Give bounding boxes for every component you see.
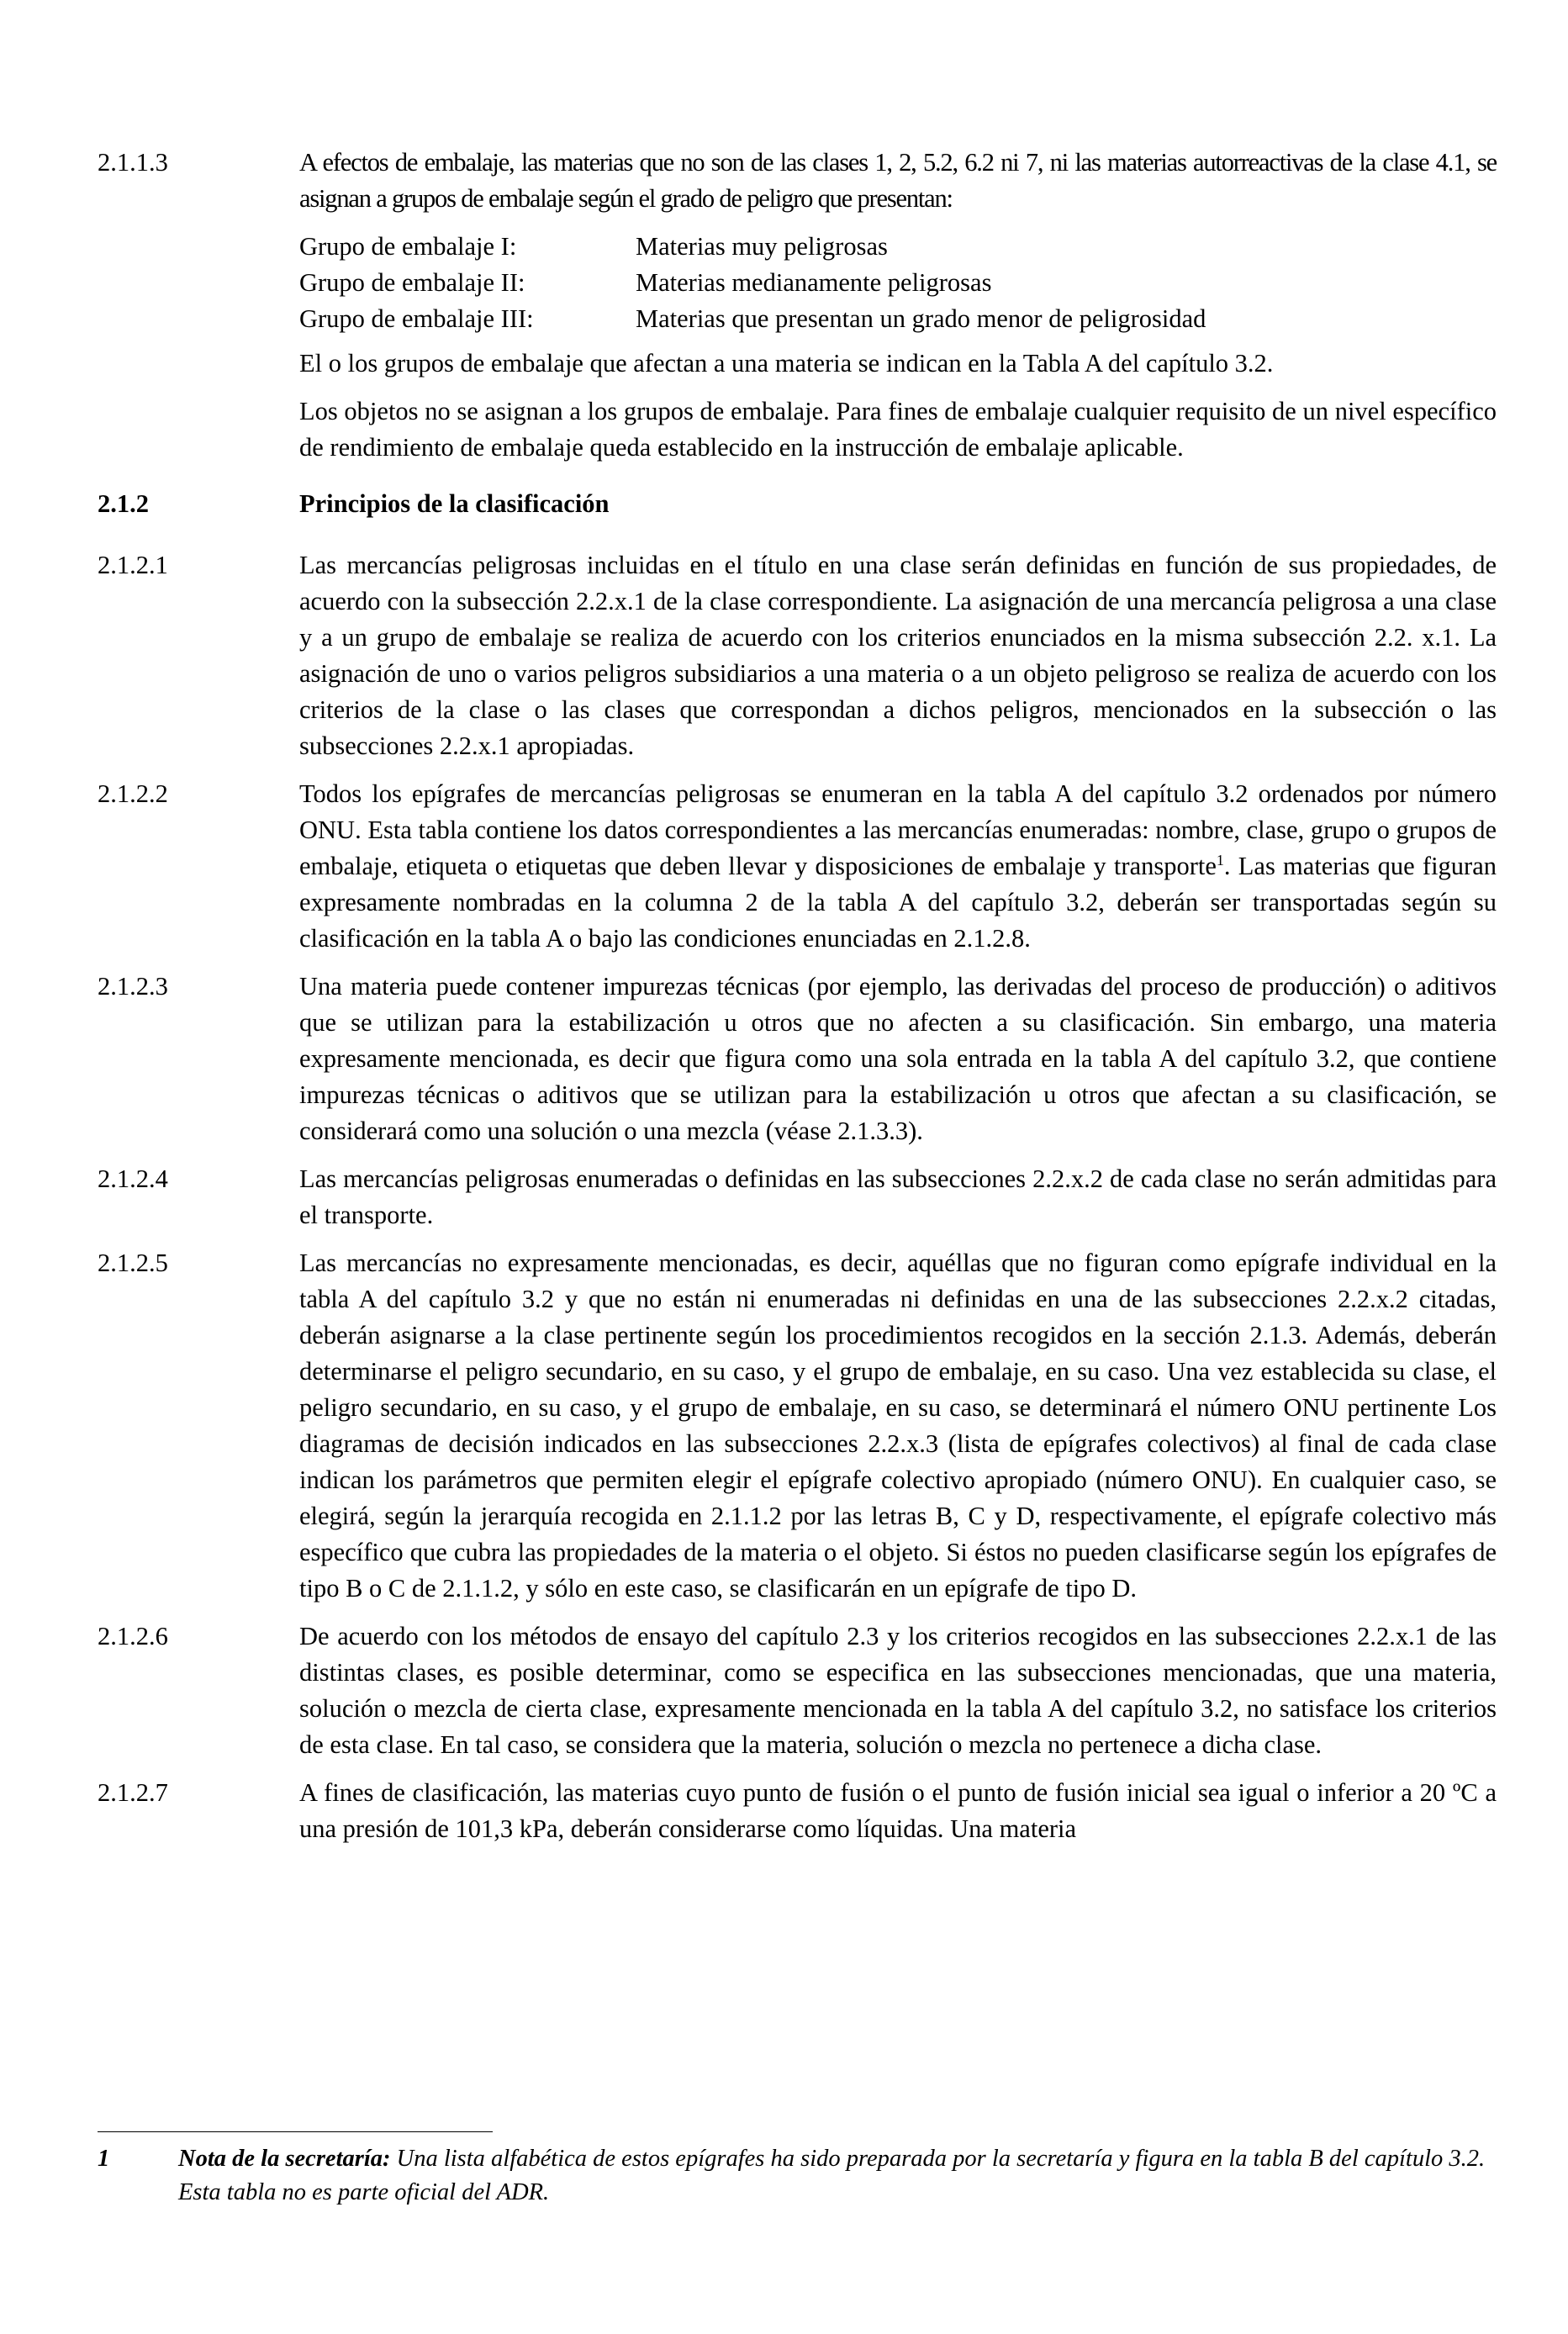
packing-group-label: Grupo de embalaje III: <box>299 304 534 333</box>
packing-group-row <box>299 265 1497 301</box>
packing-group-row <box>299 229 1497 265</box>
section-2-1-2-5 <box>98 1245 1497 1607</box>
footnote-body: Una lista alfabética de estos epígrafes ha sido preparada por la secretaría y figura en la tabla B del capítulo 3.2. Esta tabla no es parte oficial del ADR. <box>178 2146 1486 2205</box>
footnote-mark: 1 <box>98 2146 110 2172</box>
section-body: Las mercancías no expresamente mencionadas, es decir, aquéllas que no figuran como epígrafe individual en la tabla A del capítulo 3.2 y que no están ni enumeradas ni definidas en una de las subsecciones 2.2.x.2 citadas, deberán asignarse a la clase pertinente según los procedimientos recogidos en la sección 2.1.3. Además, deberán determinarse el peligro secundario, en su caso, y el grupo de embalaje, en su caso. Una vez establecida su clase, el peligro secundario, en su caso, y el grupo de embalaje, en su caso, se determinará el número ONU pertinente Los diagramas de decisión indicados en las subsecciones 2.2.x.3 (lista de epígrafes colectivos) al final de cada clase indican los parámetros que permiten elegir el epígrafe colectivo apropiado (número ONU). En cualquier caso, se elegirá, según la jerarquía recogida en 2.1.1.2 por las letras B, C y D, respectivamente, el epígrafe colectivo más específico que cubra las propiedades de la materia o el objeto. Si éstos no pueden clasificarse según los epígrafes de tipo B o C de 2.1.1.2, y sólo en este caso, se clasificarán en un epígrafe de tipo D. <box>299 1249 1497 1603</box>
section-2-1-2-2 <box>98 776 1497 957</box>
section-2-1-2-7 <box>98 1775 1497 1847</box>
section-number: 2.1.2.6 <box>98 1622 168 1650</box>
section-body <box>299 776 1497 957</box>
section-number: 2.1.1.3 <box>98 148 168 177</box>
section-body: Las mercancías peligrosas incluidas en el título en una clase serán definidas en función de sus propiedades, de acuerdo con la subsección 2.2.x.1 de la clase correspondiente. La asignación de una mercancía peligrosa a una clase y a un grupo de embalaje se realiza de acuerdo con los criterios enunciados en la misma subsección 2.2. x.1. La asignación de uno o varios peligros subsidiarios a una materia o a un objeto peligroso se realiza de acuerdo con los criterios de la clase o las clases que correspondan a dichos peligros, mencionados en la subsección o las subsecciones 2.2.x.1 apropiadas. <box>299 551 1497 760</box>
footnote-lead: Nota de la secretaría: <box>178 2146 391 2172</box>
section-number: 2.1.2.1 <box>98 551 168 579</box>
packing-group-desc: Materias que presentan un grado menor de peligrosidad <box>636 304 1206 333</box>
section-text: . Las materias que figuran expresamente nombradas en la columna 2 de la tabla A del capítulo 3.2, deberán ser transportadas según su clasificación en la tabla A o bajo las condiciones enunciadas en 2.1.2.8. <box>299 852 1497 953</box>
section-body: Una materia puede contener impurezas técnicas (por ejemplo, las derivadas del proceso de producción) o aditivos que se utilizan para la estabilización u otros que no afecten a su clasificación. Sin embargo, una materia expresamente mencionada, es decir que figura como una sola entrada en la tabla A del capítulo 3.2, que contiene impurezas técnicas o aditivos que se utilizan para la estabilización u otros que afectan a su clasificación, se considerará como una solución o una mezcla (véase 2.1.3.3). <box>299 972 1497 1145</box>
section-number: 2.1.2.3 <box>98 972 168 1001</box>
packing-group-table <box>299 229 1497 337</box>
paragraph: El o los grupos de embalaje que afectan a una materia se indican en la Tabla A del capítulo 3.2. <box>299 349 1274 378</box>
section-2-1-2-6 <box>98 1618 1497 1763</box>
section-body: Las mercancías peligrosas enumeradas o definidas en las subsecciones 2.2.x.2 de cada clase no serán admitidas para el transporte. <box>299 1164 1497 1229</box>
packing-group-desc: Materias muy peligrosas <box>636 232 888 261</box>
section-body: De acuerdo con los métodos de ensayo del capítulo 2.3 y los criterios recogidos en las subsecciones 2.2.x.1 de las distintas clases, es posible determinar, como se especifica en las subsecciones mencionadas, que una materia, solución o mezcla de cierta clase, expresamente mencionada en la tabla A del capítulo 3.2, no satisface los criterios de esta clase. En tal caso, se considera que la materia, solución o mezcla no pertenece a dicha clase. <box>299 1622 1497 1759</box>
section-number: 2.1.2.7 <box>98 1778 168 1807</box>
section-number: 2.1.2.5 <box>98 1249 168 1277</box>
footnote-reference: 1 <box>1216 851 1224 869</box>
footnote-divider <box>98 2131 493 2132</box>
section-2-1-2-1 <box>98 547 1497 764</box>
section-2-1-2-4 <box>98 1161 1497 1233</box>
section-title: Principios de la clasificación <box>299 489 610 518</box>
section-number: 2.1.2 <box>98 489 149 518</box>
packing-group-label: Grupo de embalaje I: <box>299 232 517 261</box>
section-number: 2.1.2.2 <box>98 779 168 808</box>
packing-group-label: Grupo de embalaje II: <box>299 268 525 297</box>
section-body <box>299 145 1497 466</box>
main-content <box>98 145 1497 1859</box>
section-2-1-2-3 <box>98 969 1497 1149</box>
paragraph: Los objetos no se asignan a los grupos de embalaje. Para fines de embalaje cualquier requisito de un nivel específico de rendimiento de embalaje queda establecido en la instrucción de embalaje aplicable. <box>299 397 1497 462</box>
packing-group-row <box>299 301 1497 337</box>
section-intro: A efectos de embalaje, las materias que no son de las clases 1, 2, 5.2, 6.2 ni 7, ni las materias autorreactivas de la clase 4.1, se asignan a grupos de embalaje según el grado de peligro que presentan: <box>299 148 1497 213</box>
footnote <box>98 2142 1497 2210</box>
section-body: A fines de clasificación, las materias cuyo punto de fusión o el punto de fusión inicial sea igual o inferior a 20 ºC a una presión de 101,3 kPa, deberán considerarse como líquidas. Una materia <box>299 1778 1497 1843</box>
section-text: Todos los epígrafes de mercancías peligrosas se enumeran en la tabla A del capítulo 3.2 ordenados por número ONU. Esta tabla contiene los datos correspondientes a las mercancías enumeradas: nombre, clase, grupo o grupos de embalaje, etiqueta o etiquetas que deben llevar y disposiciones de embalaje y transporte <box>299 779 1497 880</box>
footnote-text <box>178 2142 1497 2210</box>
section-2-1-1-3 <box>98 145 1497 466</box>
packing-group-desc: Materias medianamente peligrosas <box>636 268 992 297</box>
section-heading-2-1-2 <box>98 486 1497 522</box>
section-number: 2.1.2.4 <box>98 1164 168 1193</box>
